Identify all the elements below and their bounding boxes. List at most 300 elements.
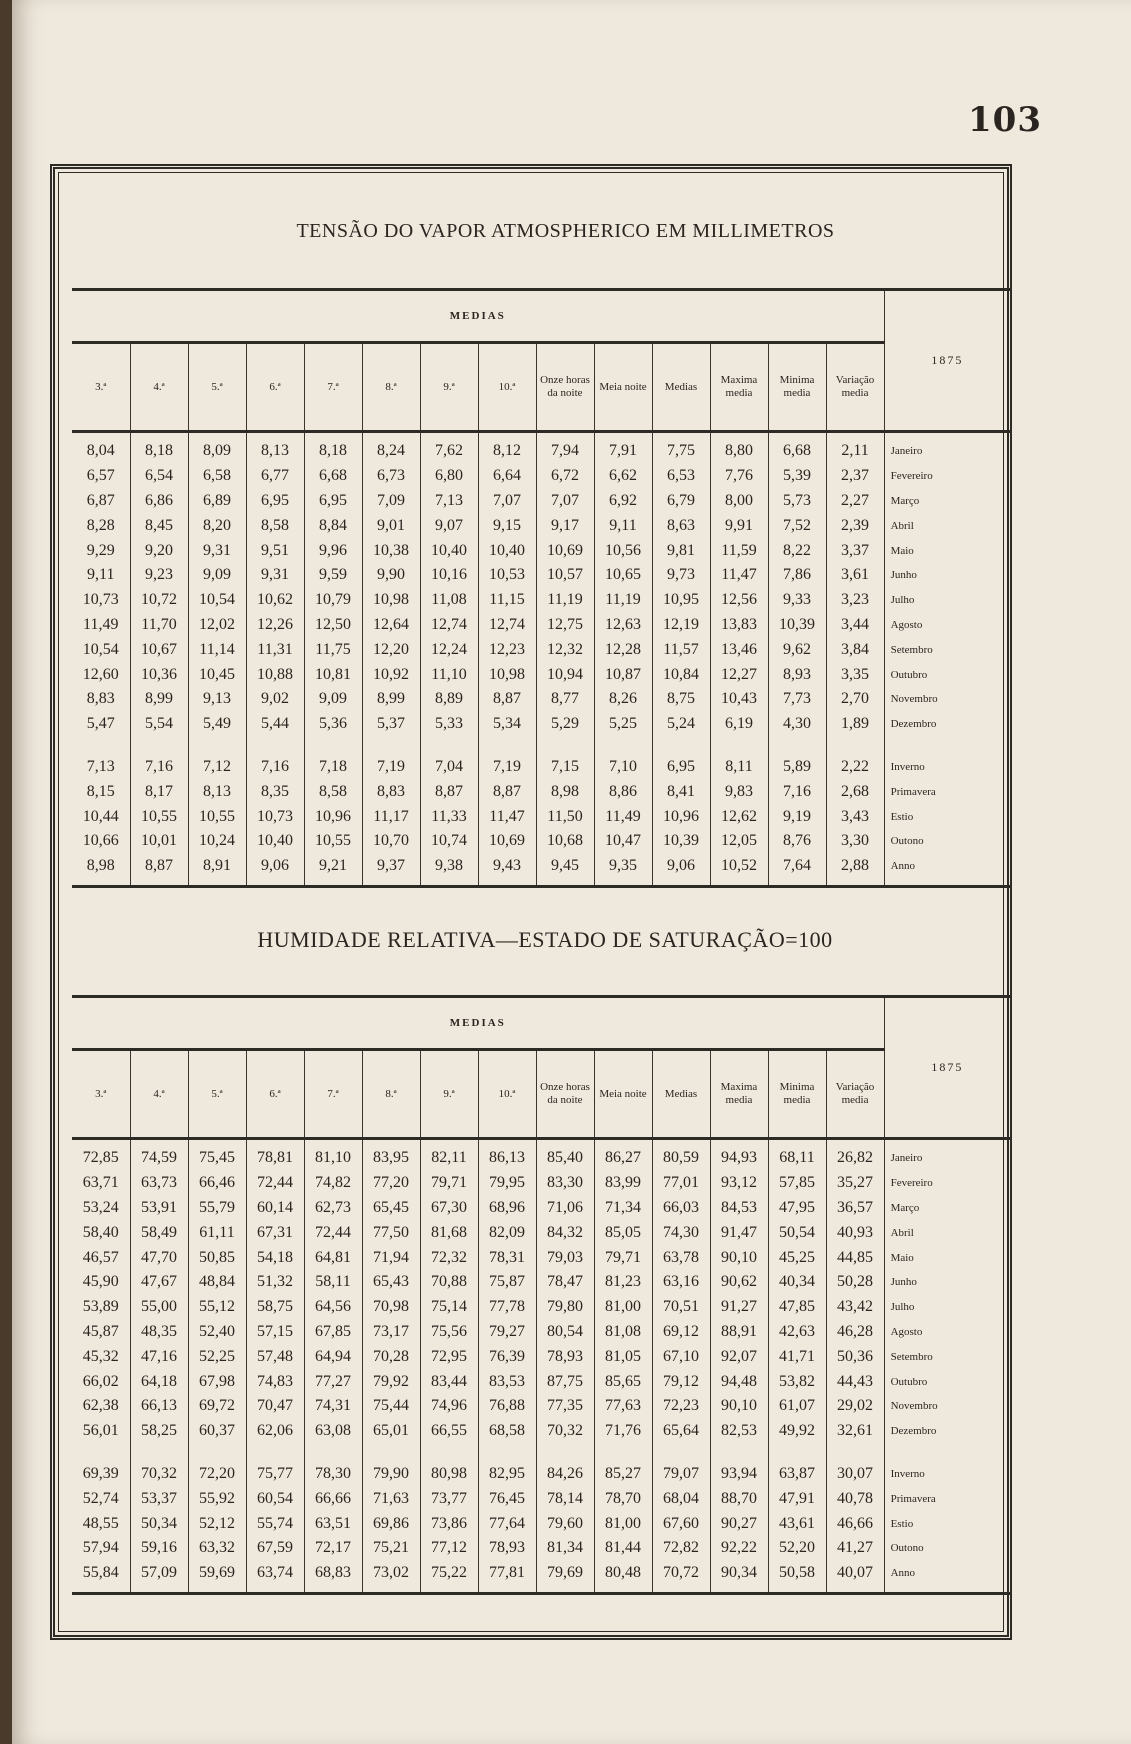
table-row — [72, 1394, 1010, 1419]
table-cell: 11,31 — [246, 637, 304, 662]
table-cell: 2,11 — [826, 432, 884, 464]
column-header: Maxima media — [710, 343, 768, 432]
table-cell: 32,61 — [826, 1419, 884, 1444]
table-cell: 63,73 — [130, 1171, 188, 1196]
table-cell: 10,67 — [130, 637, 188, 662]
table-cell: 60,14 — [246, 1196, 304, 1221]
table-cell: 5,37 — [362, 712, 420, 737]
table-row — [72, 513, 1010, 538]
table-cell: 77,35 — [536, 1394, 594, 1419]
table-cell: 41,27 — [826, 1536, 884, 1561]
table-cell: 65,01 — [362, 1419, 420, 1444]
row-label: Abril — [890, 519, 914, 532]
column-header: 6.ª — [246, 343, 304, 432]
table-cell: 12,74 — [420, 613, 478, 638]
table-cell: 10,73 — [246, 804, 304, 829]
table-cell: 47,16 — [130, 1344, 188, 1369]
table-row — [72, 432, 1010, 464]
table-cell: 47,70 — [130, 1245, 188, 1270]
table-cell: 77,50 — [362, 1220, 420, 1245]
row-label: Estio — [890, 810, 914, 823]
column-header: Onze horas da noite — [536, 343, 594, 432]
table-cell: 5,25 — [594, 712, 652, 737]
table-cell: 10,94 — [536, 662, 594, 687]
table-cell: 70,32 — [536, 1419, 594, 1444]
column-header: Minima media — [768, 343, 826, 432]
table-cell: 44,43 — [826, 1369, 884, 1394]
table-cell: 12,27 — [710, 662, 768, 687]
table-cell: 9,11 — [594, 513, 652, 538]
table-cell: 10,47 — [594, 829, 652, 854]
medias-header-row — [72, 290, 1010, 343]
table-cell: 9,43 — [478, 854, 536, 886]
table-cell: 11,75 — [304, 637, 362, 662]
table-cell: 9,59 — [304, 563, 362, 588]
table-cell: 7,13 — [72, 755, 130, 780]
table-cell: 59,16 — [130, 1536, 188, 1561]
table-cell: 8,87 — [130, 854, 188, 886]
vapor-table — [72, 288, 1010, 888]
table-cell: 47,95 — [768, 1196, 826, 1221]
table-cell: 66,13 — [130, 1394, 188, 1419]
table-cell: 3,44 — [826, 613, 884, 638]
table-cell: 7,75 — [652, 432, 710, 464]
table-cell: 6,89 — [188, 489, 246, 514]
table-cell: 9,13 — [188, 687, 246, 712]
medias-label: MEDIAS — [72, 997, 884, 1050]
table-cell: 45,32 — [72, 1344, 130, 1369]
table-cell: 66,55 — [420, 1419, 478, 1444]
table-cell: 47,91 — [768, 1486, 826, 1511]
table-cell: 13,46 — [710, 637, 768, 662]
table-cell: 57,85 — [768, 1171, 826, 1196]
row-label: Inverno — [890, 760, 925, 773]
table-cell: 11,59 — [710, 538, 768, 563]
table-cell: 10,44 — [72, 804, 130, 829]
table-cell: 72,23 — [652, 1394, 710, 1419]
table-cell: 7,16 — [130, 755, 188, 780]
table-cell: 77,81 — [478, 1561, 536, 1593]
table-cell: 90,27 — [710, 1511, 768, 1536]
table-cell: 10,54 — [188, 588, 246, 613]
table-cell: 9,15 — [478, 513, 536, 538]
table-cell: 79,95 — [478, 1171, 536, 1196]
table-row — [72, 1139, 1010, 1171]
table-cell: 7,73 — [768, 687, 826, 712]
table-cell: 8,98 — [536, 779, 594, 804]
column-header: 5.ª — [188, 343, 246, 432]
table-cell: 80,48 — [594, 1561, 652, 1593]
table-cell: 61,11 — [188, 1220, 246, 1245]
table-cell: 11,70 — [130, 613, 188, 638]
table-cell: 47,85 — [768, 1295, 826, 1320]
table-cell: 50,34 — [130, 1511, 188, 1536]
table-cell: 61,07 — [768, 1394, 826, 1419]
table-cell: 58,11 — [304, 1270, 362, 1295]
table-cell: 70,88 — [420, 1270, 478, 1295]
table-cell: 5,24 — [652, 712, 710, 737]
table-cell: 7,62 — [420, 432, 478, 464]
table-cell: 5,89 — [768, 755, 826, 780]
table-cell: 78,81 — [246, 1139, 304, 1171]
row-label: Inverno — [890, 1467, 925, 1480]
table-cell: 8,11 — [710, 755, 768, 780]
table-cell: 3,84 — [826, 637, 884, 662]
table-cell: 74,31 — [304, 1394, 362, 1419]
table-row — [72, 1419, 1010, 1444]
table-cell: 67,98 — [188, 1369, 246, 1394]
table-row — [72, 1220, 1010, 1245]
table-cell: 58,25 — [130, 1419, 188, 1444]
table-cell: 72,95 — [420, 1344, 478, 1369]
table-cell: 58,49 — [130, 1220, 188, 1245]
table-cell: 68,11 — [768, 1139, 826, 1171]
row-label: Junho — [890, 569, 917, 582]
table-cell: 9,91 — [710, 513, 768, 538]
table-cell: 10,66 — [72, 829, 130, 854]
table-cell: 8,18 — [130, 432, 188, 464]
table-cell: 72,32 — [420, 1245, 478, 1270]
row-label: Estio — [890, 1517, 914, 1530]
table-cell: 9,31 — [246, 563, 304, 588]
table-cell: 45,25 — [768, 1245, 826, 1270]
table-cell: 81,05 — [594, 1344, 652, 1369]
table-cell: 75,45 — [188, 1139, 246, 1171]
table-cell: 69,72 — [188, 1394, 246, 1419]
table-cell: 9,73 — [652, 563, 710, 588]
table-cell: 9,07 — [420, 513, 478, 538]
table-cell: 81,23 — [594, 1270, 652, 1295]
table-cell: 45,87 — [72, 1320, 130, 1345]
table-cell: 11,10 — [420, 662, 478, 687]
column-header: Variação media — [826, 343, 884, 432]
bottom-rule — [72, 886, 1010, 888]
table-cell: 62,73 — [304, 1196, 362, 1221]
table-cell: 5,49 — [188, 712, 246, 737]
table-cell: 92,07 — [710, 1344, 768, 1369]
table-cell: 82,53 — [710, 1419, 768, 1444]
table-cell: 66,02 — [72, 1369, 130, 1394]
table-cell: 43,42 — [826, 1295, 884, 1320]
table-cell: 79,60 — [536, 1511, 594, 1536]
table-cell: 9,51 — [246, 538, 304, 563]
table-cell: 40,07 — [826, 1561, 884, 1593]
page-number: 103 — [968, 100, 1042, 140]
row-label: Maio — [890, 1251, 914, 1264]
table-cell: 10,40 — [420, 538, 478, 563]
table-cell: 68,83 — [304, 1561, 362, 1593]
table-cell: 84,32 — [536, 1220, 594, 1245]
table-cell: 50,54 — [768, 1220, 826, 1245]
table-cell: 9,06 — [246, 854, 304, 886]
table-cell: 29,02 — [826, 1394, 884, 1419]
table-cell: 10,16 — [420, 563, 478, 588]
column-header: 3.ª — [72, 343, 130, 432]
table-cell: 63,74 — [246, 1561, 304, 1593]
table-cell: 10,95 — [652, 588, 710, 613]
table-cell: 9,45 — [536, 854, 594, 886]
table-cell: 10,43 — [710, 687, 768, 712]
table-cell: 3,35 — [826, 662, 884, 687]
table-row — [72, 1561, 1010, 1593]
table-cell: 50,58 — [768, 1561, 826, 1593]
table-cell: 12,75 — [536, 613, 594, 638]
column-header: Medias — [652, 343, 710, 432]
table-cell: 12,56 — [710, 588, 768, 613]
table-cell: 12,62 — [710, 804, 768, 829]
table-cell: 64,18 — [130, 1369, 188, 1394]
table-cell: 8,77 — [536, 687, 594, 712]
table-cell: 85,05 — [594, 1220, 652, 1245]
table-row — [72, 755, 1010, 780]
table-cell: 43,61 — [768, 1511, 826, 1536]
table-cell: 6,53 — [652, 464, 710, 489]
table-cell: 85,27 — [594, 1462, 652, 1487]
column-header: 4.ª — [130, 343, 188, 432]
table-cell: 12,64 — [362, 613, 420, 638]
table-cell: 68,58 — [478, 1419, 536, 1444]
table-cell: 2,22 — [826, 755, 884, 780]
table-cell: 58,75 — [246, 1295, 304, 1320]
table-cell: 35,27 — [826, 1171, 884, 1196]
table-cell: 63,08 — [304, 1419, 362, 1444]
table-cell: 9,01 — [362, 513, 420, 538]
table-cell: 9,62 — [768, 637, 826, 662]
row-label: Primavera — [890, 785, 936, 798]
table-cell: 81,34 — [536, 1536, 594, 1561]
table-cell: 8,93 — [768, 662, 826, 687]
table-cell: 12,19 — [652, 613, 710, 638]
table-cell: 75,77 — [246, 1462, 304, 1487]
table-cell: 63,78 — [652, 1245, 710, 1270]
table-cell: 67,30 — [420, 1196, 478, 1221]
table-cell: 78,31 — [478, 1245, 536, 1270]
table-cell: 5,33 — [420, 712, 478, 737]
bottom-rule — [72, 1593, 1010, 1595]
table-cell: 55,12 — [188, 1295, 246, 1320]
table-cell: 9,81 — [652, 538, 710, 563]
column-header: Minima media — [768, 1050, 826, 1139]
table-cell: 4,30 — [768, 712, 826, 737]
table-cell: 79,07 — [652, 1462, 710, 1487]
table-cell: 65,45 — [362, 1196, 420, 1221]
table-cell: 70,28 — [362, 1344, 420, 1369]
table-cell: 57,94 — [72, 1536, 130, 1561]
table-cell: 62,06 — [246, 1419, 304, 1444]
table-cell: 81,10 — [304, 1139, 362, 1171]
table-cell: 57,48 — [246, 1344, 304, 1369]
table-cell: 74,59 — [130, 1139, 188, 1171]
table-cell: 9,21 — [304, 854, 362, 886]
table-cell: 9,83 — [710, 779, 768, 804]
table-cell: 68,96 — [478, 1196, 536, 1221]
table-cell: 8,99 — [362, 687, 420, 712]
table-cell: 10,39 — [652, 829, 710, 854]
table-cell: 10,38 — [362, 538, 420, 563]
table-row — [72, 1320, 1010, 1345]
table-cell: 6,68 — [304, 464, 362, 489]
table-cell: 66,46 — [188, 1171, 246, 1196]
table-cell: 52,74 — [72, 1486, 130, 1511]
table-cell: 69,86 — [362, 1511, 420, 1536]
table-cell: 51,32 — [246, 1270, 304, 1295]
table-cell: 67,31 — [246, 1220, 304, 1245]
table-cell: 9,06 — [652, 854, 710, 886]
table-cell: 65,43 — [362, 1270, 420, 1295]
table-cell: 80,98 — [420, 1462, 478, 1487]
table-cell: 9,17 — [536, 513, 594, 538]
table-cell: 3,37 — [826, 538, 884, 563]
table-cell: 9,33 — [768, 588, 826, 613]
table-cell: 81,44 — [594, 1536, 652, 1561]
table-cell: 10,88 — [246, 662, 304, 687]
table-row — [72, 779, 1010, 804]
row-label: Outono — [890, 835, 924, 848]
table-cell: 68,04 — [652, 1486, 710, 1511]
row-label: Setembro — [890, 643, 933, 656]
table-cell: 8,58 — [304, 779, 362, 804]
column-header: 8.ª — [362, 343, 420, 432]
table-cell: 11,14 — [188, 637, 246, 662]
table-cell: 77,12 — [420, 1536, 478, 1561]
table-cell: 81,00 — [594, 1295, 652, 1320]
row-label: Março — [890, 494, 920, 507]
table-cell: 6,95 — [304, 489, 362, 514]
table-cell: 6,79 — [652, 489, 710, 514]
table-cell: 8,20 — [188, 513, 246, 538]
table-cell: 7,04 — [420, 755, 478, 780]
table-cell: 12,02 — [188, 613, 246, 638]
table-row — [72, 1536, 1010, 1561]
table-cell: 7,76 — [710, 464, 768, 489]
table-cell: 10,55 — [130, 804, 188, 829]
table-cell: 86,13 — [478, 1139, 536, 1171]
table-cell: 75,56 — [420, 1320, 478, 1345]
table-cell: 8,18 — [304, 432, 362, 464]
table-cell: 55,00 — [130, 1295, 188, 1320]
table-cell: 6,64 — [478, 464, 536, 489]
table-row — [72, 538, 1010, 563]
table-cell: 12,05 — [710, 829, 768, 854]
row-label: Outubro — [890, 668, 928, 681]
table-cell: 52,20 — [768, 1536, 826, 1561]
table-cell: 11,08 — [420, 588, 478, 613]
table-cell: 74,82 — [304, 1171, 362, 1196]
table-row — [72, 804, 1010, 829]
row-label: Julho — [890, 594, 915, 607]
table-cell: 9,35 — [594, 854, 652, 886]
table-cell: 40,34 — [768, 1270, 826, 1295]
column-header: Medias — [652, 1050, 710, 1139]
table-cell: 80,54 — [536, 1320, 594, 1345]
table-cell: 8,26 — [594, 687, 652, 712]
table-cell: 75,14 — [420, 1295, 478, 1320]
table-cell: 90,10 — [710, 1245, 768, 1270]
table-cell: 11,50 — [536, 804, 594, 829]
table-cell: 79,92 — [362, 1369, 420, 1394]
table-cell: 83,30 — [536, 1171, 594, 1196]
table-cell: 41,71 — [768, 1344, 826, 1369]
row-label: Janeiro — [890, 1152, 923, 1165]
table-cell: 66,03 — [652, 1196, 710, 1221]
spacer-row — [72, 1444, 1010, 1462]
table-cell: 88,91 — [710, 1320, 768, 1345]
table-cell: 5,36 — [304, 712, 362, 737]
table-cell: 10,87 — [594, 662, 652, 687]
table-cell: 10,01 — [130, 829, 188, 854]
table-cell: 8,83 — [72, 687, 130, 712]
table-cell: 79,80 — [536, 1295, 594, 1320]
table-cell: 46,57 — [72, 1245, 130, 1270]
table-cell: 12,74 — [478, 613, 536, 638]
table-cell: 10,96 — [304, 804, 362, 829]
column-header-row — [72, 343, 1010, 432]
table-cell: 6,54 — [130, 464, 188, 489]
table-cell: 5,44 — [246, 712, 304, 737]
table-cell: 7,07 — [478, 489, 536, 514]
column-header: Variação media — [826, 1050, 884, 1139]
table-cell: 45,90 — [72, 1270, 130, 1295]
table-cell: 55,74 — [246, 1511, 304, 1536]
table-cell: 10,72 — [130, 588, 188, 613]
table-cell: 5,73 — [768, 489, 826, 514]
table-cell: 8,89 — [420, 687, 478, 712]
table-cell: 6,77 — [246, 464, 304, 489]
table-cell: 50,85 — [188, 1245, 246, 1270]
table-cell: 10,79 — [304, 588, 362, 613]
table-cell: 11,47 — [710, 563, 768, 588]
table-cell: 10,68 — [536, 829, 594, 854]
table-cell: 81,00 — [594, 1511, 652, 1536]
table-cell: 91,47 — [710, 1220, 768, 1245]
table-cell: 73,17 — [362, 1320, 420, 1345]
table-cell: 8,22 — [768, 538, 826, 563]
table-cell: 12,50 — [304, 613, 362, 638]
table-cell: 64,94 — [304, 1344, 362, 1369]
table-cell: 10,65 — [594, 563, 652, 588]
table-cell: 6,68 — [768, 432, 826, 464]
table-cell: 79,71 — [420, 1171, 478, 1196]
row-label: Maio — [890, 544, 914, 557]
table-cell: 75,22 — [420, 1561, 478, 1593]
table-cell: 8,04 — [72, 432, 130, 464]
table-cell: 47,67 — [130, 1270, 188, 1295]
table-row — [72, 1369, 1010, 1394]
table-cell: 10,24 — [188, 829, 246, 854]
table-cell: 8,45 — [130, 513, 188, 538]
table-cell: 72,17 — [304, 1536, 362, 1561]
table-cell: 6,62 — [594, 464, 652, 489]
row-label: Fevereiro — [890, 1177, 933, 1190]
table-cell: 9,11 — [72, 563, 130, 588]
table-cell: 6,95 — [652, 755, 710, 780]
table-cell: 10,40 — [246, 829, 304, 854]
table-cell: 7,07 — [536, 489, 594, 514]
table-cell: 53,82 — [768, 1369, 826, 1394]
table-cell: 93,12 — [710, 1171, 768, 1196]
table-cell: 6,58 — [188, 464, 246, 489]
table-cell: 83,53 — [478, 1369, 536, 1394]
table-cell: 78,30 — [304, 1462, 362, 1487]
column-header: Onze horas da noite — [536, 1050, 594, 1139]
row-label: Outubro — [890, 1375, 928, 1388]
column-header: 4.ª — [130, 1050, 188, 1139]
table-cell: 63,71 — [72, 1171, 130, 1196]
table-cell: 79,03 — [536, 1245, 594, 1270]
table-cell: 86,27 — [594, 1139, 652, 1171]
table-cell: 77,78 — [478, 1295, 536, 1320]
column-header-row — [72, 1050, 1010, 1139]
